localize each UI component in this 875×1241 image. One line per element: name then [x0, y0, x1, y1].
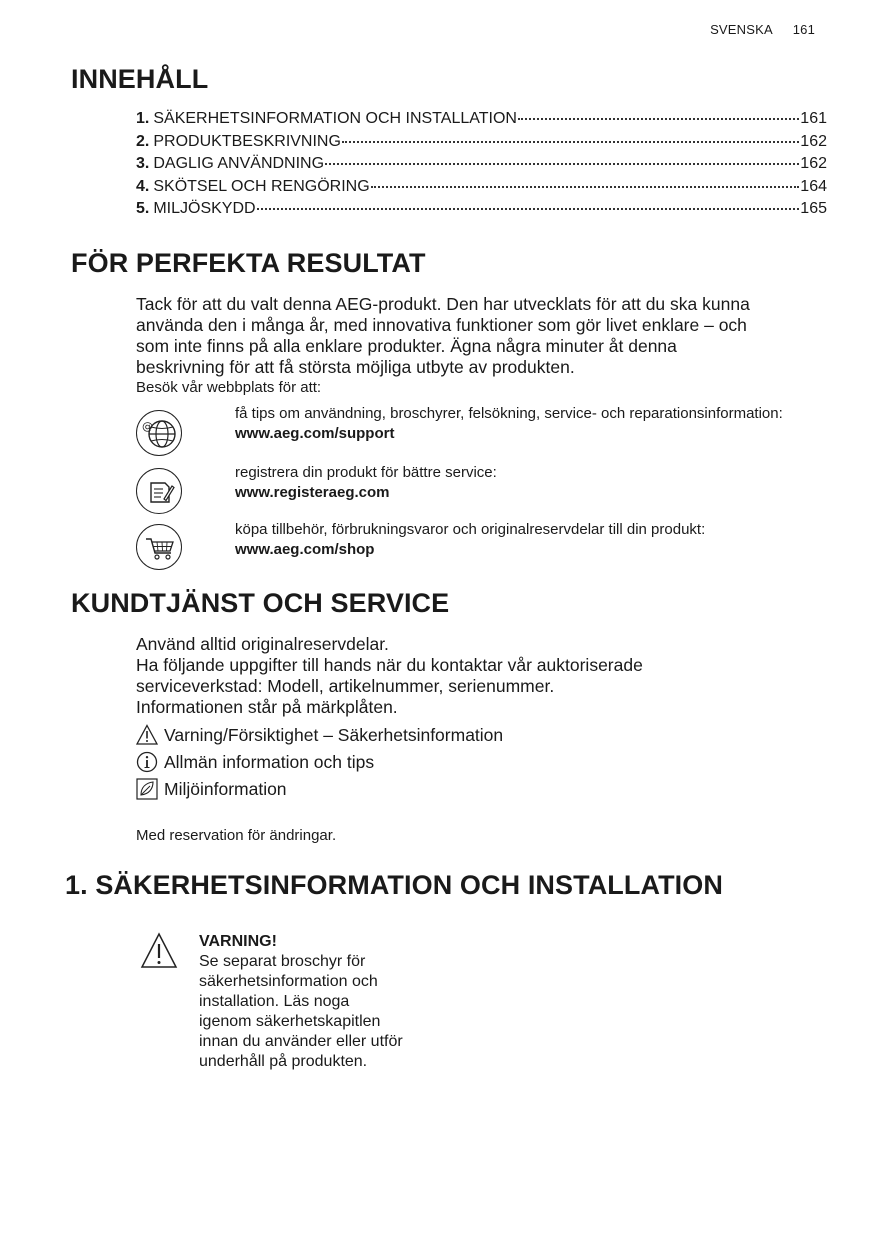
shop-info: [235, 520, 795, 559]
support-link[interactable]: www.aeg.com/support: [235, 424, 395, 442]
header-page-number: 161: [792, 22, 815, 37]
legend-info-label: Allmän information och tips: [164, 751, 375, 772]
perfect-results-title: FÖR PERFEKTA RESULTAT: [71, 248, 426, 278]
visit-website-text: Besök vår webbplats för att:: [136, 379, 322, 396]
warning-icon: [136, 724, 158, 746]
leaf-icon: [136, 778, 158, 800]
globe-icon: [136, 410, 182, 456]
header-language: SVENSKA: [710, 22, 773, 37]
toc-item-3[interactable]: 3. DAGLIG ANVÄNDNING 162: [136, 155, 827, 172]
toc-leader-dots: [257, 208, 800, 210]
toc-item-page: 165: [800, 200, 827, 217]
toc-item-page: 162: [800, 155, 827, 172]
support-text: få tips om användning, broschyrer, felsökning, service- och reparationsinformation:: [235, 405, 783, 422]
svg-text:@: @: [142, 420, 153, 433]
table-of-contents: [136, 110, 827, 223]
toc-item-4[interactable]: 4. SKÖTSEL OCH RENGÖRING 164: [136, 177, 827, 195]
service-paragraph: Använd alltid originalreservdelar. Ha följande uppgifter till hands när du kontaktar vår auktoriserade serviceverkstad: Modell, artikelnummer, serienummer. Informationen står på märkplåten.: [136, 634, 643, 717]
info-icon: [136, 751, 158, 773]
toc-item-label: PRODUKTBESKRIVNING: [153, 132, 341, 150]
warning-box: VARNING! Se separat broschyr för säkerhetsinformation och installation. Läs noga igenom säkerhetskapitlen innan du använder eller utför underhåll på produkten.: [199, 932, 439, 1072]
warning-title: VARNING!: [199, 933, 277, 950]
reservation-note: Med reservation för ändringar.: [136, 827, 337, 844]
toc-item-page: 164: [800, 177, 827, 195]
toc-leader-dots: [325, 163, 799, 165]
intro-paragraph: Tack för att du valt denna AEG-produkt. Den har utvecklats för att du ska kunna använda den i många år, med innovativa funktioner som gör livet enklare – och som inte finns på alla enklare produkter. Ägna några minuter åt denna beskrivning för att få största möjliga utbyte av produkten.: [136, 294, 750, 377]
toc-leader-dots: [342, 141, 799, 143]
warning-icon: [140, 932, 178, 975]
cart-icon: [136, 524, 182, 570]
safety-section-title: 1. SÄKERHETSINFORMATION OCH INSTALLATION: [65, 870, 723, 900]
page-header: [710, 22, 815, 37]
toc-item-page: 162: [800, 132, 827, 150]
toc-leader-dots: [518, 118, 799, 120]
toc-item-page: 161: [800, 110, 827, 127]
toc-item-label: MILJÖSKYDD: [153, 200, 256, 217]
toc-item-5[interactable]: 5. MILJÖSKYDD 165: [136, 200, 827, 217]
legend-warning-label: Varning/Försiktighet – Säkerhetsinformation: [164, 724, 504, 745]
legend-environment: [136, 778, 287, 800]
toc-item-2[interactable]: 2. PRODUKTBESKRIVNING 162: [136, 132, 827, 150]
legend-warning: [136, 724, 503, 746]
support-info: [235, 404, 795, 443]
legend-environment-label: Miljöinformation: [164, 778, 287, 799]
register-icon: [136, 468, 182, 514]
toc-title: INNEHÅLL: [71, 64, 209, 94]
register-info: [235, 463, 795, 502]
toc-item-1[interactable]: 1. SÄKERHETSINFORMATION OCH INSTALLATION 161: [136, 110, 827, 127]
legend-info: [136, 751, 374, 773]
register-text: registrera din produkt för bättre service:: [235, 464, 497, 481]
toc-item-label: SÄKERHETSINFORMATION OCH INSTALLATION: [153, 110, 517, 127]
customer-service-title: KUNDTJÄNST OCH SERVICE: [71, 588, 450, 618]
toc-item-label: SKÖTSEL OCH RENGÖRING: [153, 177, 370, 195]
shop-link[interactable]: www.aeg.com/shop: [235, 540, 375, 558]
shop-text: köpa tillbehör, förbrukningsvaror och originalreservdelar till din produkt:: [235, 521, 706, 538]
toc-leader-dots: [371, 186, 800, 188]
toc-item-label: DAGLIG ANVÄNDNING: [153, 155, 325, 172]
register-link[interactable]: www.registeraeg.com: [235, 483, 390, 501]
